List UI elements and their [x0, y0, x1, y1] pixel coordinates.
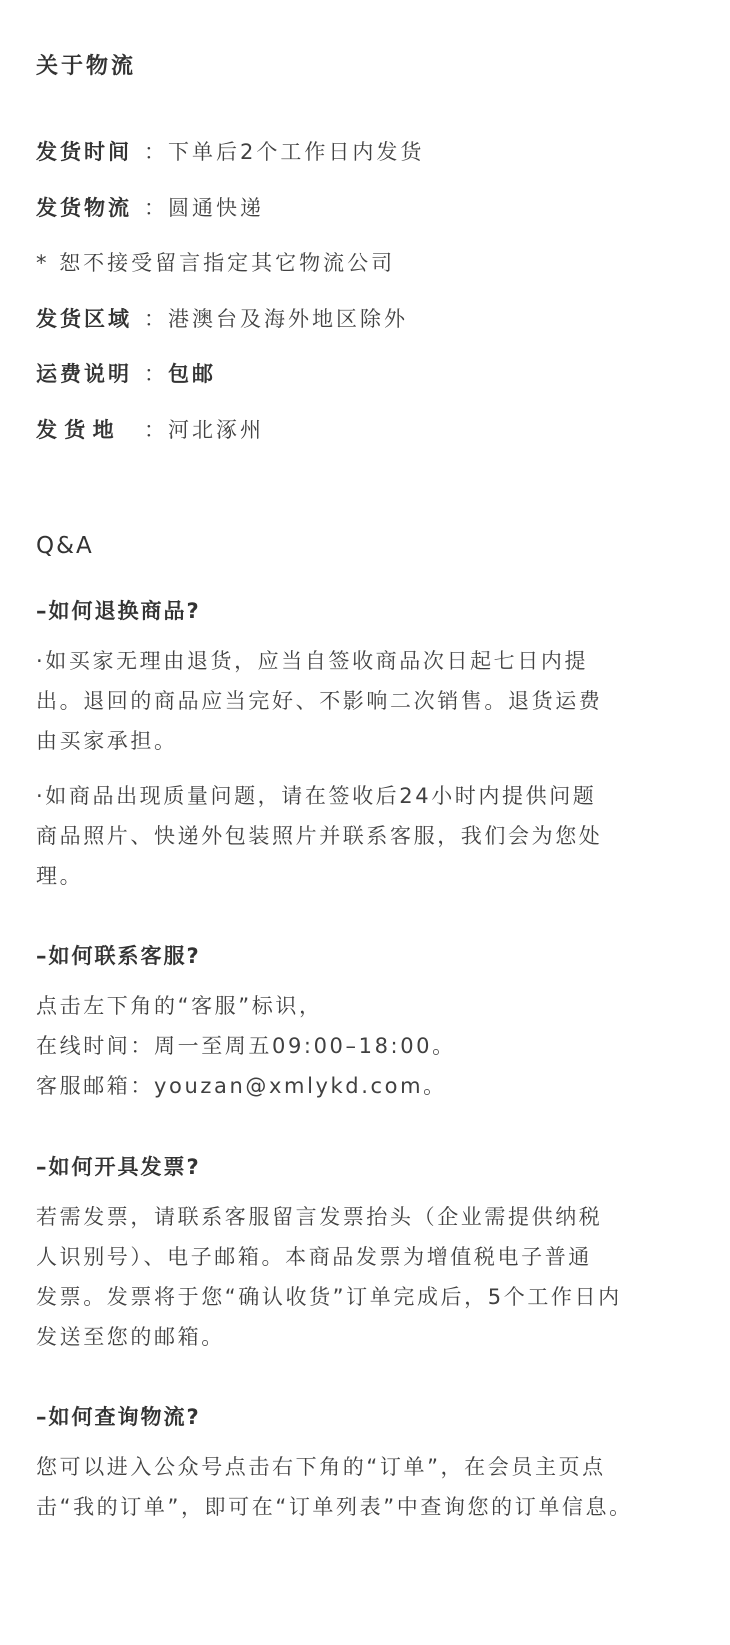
invoice-line-3: 发票。发票将于您“确认收货”订单完成后，5个工作日内 [36, 1285, 622, 1309]
tracking-line-1: 您可以进入公众号点击右下角的“订单”，在会员主页点 [36, 1455, 606, 1479]
courier-note: * 恕不接受留言指定其它物流公司 [36, 251, 396, 275]
qa-title: Q&A [36, 533, 94, 559]
invoice-line-1: 若需发票，请联系客服留言发票抬头（企业需提供纳税 [36, 1205, 603, 1229]
return-question: –如何退换商品? [36, 599, 201, 623]
courier-row [36, 194, 264, 222]
ship-origin-row [36, 416, 264, 444]
ship-origin-colon: ： [144, 418, 168, 442]
invoice-question: –如何开具发票? [36, 1155, 201, 1179]
return-p1-line-1: ·如买家无理由退货，应当自签收商品次日起七日内提 [36, 649, 589, 673]
tracking-line-2: 击“我的订单”，即可在“订单列表”中查询您的订单信息。 [36, 1495, 633, 1519]
ship-time-label: 发货时间 [36, 140, 132, 164]
ship-region-label: 发货区域 [36, 307, 132, 331]
logistics-title: 关于物流 [36, 54, 137, 79]
shipping-fee-row [36, 360, 216, 388]
return-p1-line-3: 由买家承担。 [36, 729, 178, 753]
shipping-fee-value: 包邮 [168, 362, 216, 386]
invoice-line-4: 发送至您的邮箱。 [36, 1325, 225, 1349]
tracking-question: –如何查询物流? [36, 1405, 201, 1429]
ship-time-value: 下单后2个工作日内发货 [168, 140, 425, 164]
courier-value: 圆通快递 [168, 196, 264, 220]
invoice-line-2: 人识别号）、电子邮箱。本商品发票为增值税电子普通 [36, 1245, 592, 1269]
ship-region-value: 港澳台及海外地区除外 [168, 307, 408, 331]
service-line-1: 点击左下角的“客服”标识， [36, 994, 323, 1018]
return-p1-line-2: 出。退回的商品应当完好、不影响二次销售。退货运费 [36, 689, 603, 713]
service-email: 客服邮箱：youzan@xmlykd.com。 [36, 1074, 447, 1098]
courier-label: 发货物流 [36, 196, 132, 220]
return-p2-line-2: 商品照片、快递外包装照片并联系客服，我们会为您处 [36, 824, 603, 848]
ship-time-colon: ： [144, 140, 168, 164]
ship-region-row [36, 305, 408, 333]
shipping-fee-label: 运费说明 [36, 362, 132, 386]
shipping-fee-colon: ： [144, 362, 168, 386]
ship-origin-label: 发 货 地 [36, 418, 114, 442]
ship-time-row [36, 138, 424, 166]
ship-region-colon: ： [144, 307, 168, 331]
ship-origin-value: 河北涿州 [168, 418, 264, 442]
return-p2-line-3: 理。 [36, 864, 84, 888]
return-p2-line-1: ·如商品出现质量问题，请在签收后24小时内提供问题 [36, 784, 597, 808]
service-question: –如何联系客服? [36, 944, 201, 968]
courier-colon: ： [144, 196, 168, 220]
service-hours: 在线时间：周一至周五09:00–18:00。 [36, 1034, 456, 1058]
